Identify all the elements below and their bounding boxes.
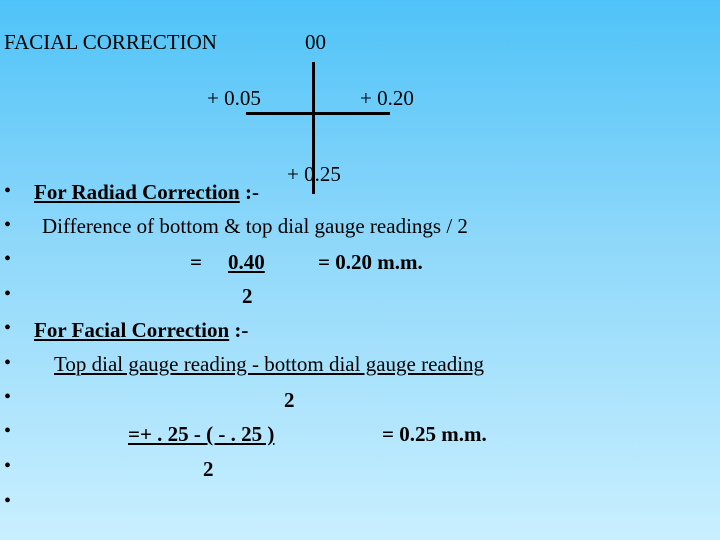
diagram-title: FACIAL CORRECTION <box>4 30 217 54</box>
radial-heading-suffix: :- <box>239 180 259 204</box>
radial-heading-text: For Radiad Correction <box>34 180 240 204</box>
facial-heading-text: For Facial Correction <box>34 318 230 342</box>
radial-equals-sign: = <box>190 250 202 274</box>
top-reading-label: 00 <box>305 30 326 54</box>
facial-formula-denominator: 2 <box>284 388 295 412</box>
bullet-8: • <box>4 420 12 442</box>
left-reading-label: + 0.05 <box>207 86 261 110</box>
horizontal-axis-line <box>246 112 390 115</box>
bullet-6: • <box>4 352 12 374</box>
radial-formula-text: Difference of bottom & top dial gauge readings / 2 <box>42 214 468 238</box>
bottom-reading-label: + 0.25 <box>287 162 341 186</box>
bullet-3: • <box>4 248 12 270</box>
facial-numerator-expression: =+ . 25 - ( - . 25 ) <box>128 422 275 446</box>
facial-correction-heading <box>34 318 248 343</box>
bullet-10: • <box>4 490 12 512</box>
facial-denominator: 2 <box>203 457 214 481</box>
radial-denominator: 2 <box>242 284 253 308</box>
facial-result: = 0.25 m.m. <box>382 422 487 446</box>
radial-result: = 0.20 m.m. <box>318 250 423 274</box>
radial-correction-heading <box>34 180 259 205</box>
right-reading-label: + 0.20 <box>360 86 414 110</box>
facial-formula-numerator: Top dial gauge reading - bottom dial gauge reading <box>54 352 485 376</box>
bullet-4: • <box>4 283 12 305</box>
bullet-9: • <box>4 455 12 477</box>
facial-heading-suffix: :- <box>229 318 249 342</box>
radial-numerator: 0.40 <box>228 250 265 274</box>
bullet-1: • <box>4 180 12 202</box>
bullet-7: • <box>4 386 12 408</box>
bullet-2: • <box>4 214 12 236</box>
bullet-5: • <box>4 317 12 339</box>
